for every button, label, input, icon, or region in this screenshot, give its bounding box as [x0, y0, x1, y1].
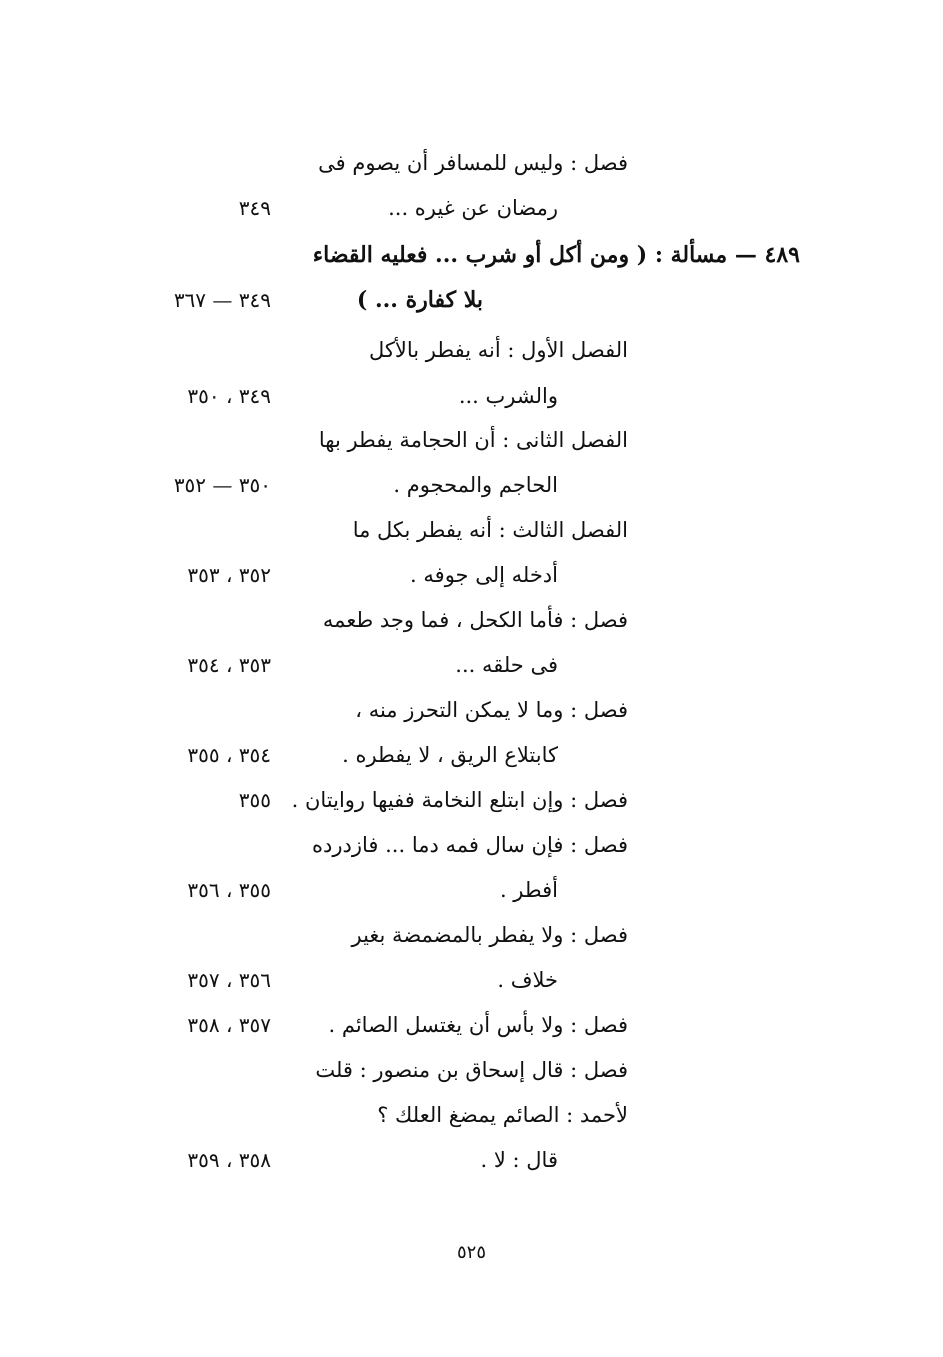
entry-2-line-2: والشرب ...: [458, 384, 558, 408]
entry-11-line-3: قال : لا .: [480, 1148, 558, 1172]
entry-1-line-1: فصل : وليس للمسافر أن يصوم فى: [318, 151, 628, 175]
entry-6-line-1: فصل : وما لا يمكن التحرز منه ،: [355, 698, 628, 722]
entry-9-line-1: فصل : ولا يفطر بالمضمضة بغير: [351, 923, 628, 947]
entry-8-line-1: فصل : فإن سال فمه دما ... فازدرده: [312, 833, 628, 857]
entry-4-line-1: الفصل الثالث : أنه يفطر بكل ما: [352, 518, 628, 542]
masala-label: — مسألة :: [654, 242, 757, 268]
entry-5-pages: ٣٥٣ ، ٣٥٤: [187, 653, 271, 677]
entry-3-pages: ٣٥٠ — ٣٥٢: [173, 473, 271, 497]
entry-11-line-1: فصل : قال إسحاق بن منصور : قلت: [315, 1058, 628, 1082]
entry-3-line-1: الفصل الثانى : أن الحجامة يفطر بها: [318, 428, 628, 452]
entry-10-line-1: فصل : ولا بأس أن يغتسل الصائم .: [328, 1013, 628, 1037]
entry-5-line-2: فى حلقه ...: [455, 653, 558, 677]
masala-text-2: بلا كفارة ... ): [356, 287, 483, 313]
entry-9-pages: ٣٥٦ ، ٣٥٧: [187, 968, 271, 992]
entry-3-line-2: الحاجم والمحجوم .: [393, 473, 558, 497]
entry-8-line-2: أفطر .: [499, 878, 558, 902]
masala-text-1: ( ومن أكل أو شرب ... فعليه القضاء: [312, 242, 648, 268]
entry-7-pages: ٣٥٥: [238, 788, 271, 812]
entry-2-line-1: الفصل الأول : أنه يفطر بالأكل: [369, 338, 628, 362]
entry-11-line-2: لأحمد : الصائم يمضغ العلك ؟: [377, 1103, 628, 1127]
masala-number: ٤٨٩: [764, 242, 800, 268]
entry-4-line-2: أدخله إلى جوفه .: [410, 563, 558, 587]
entry-2-pages: ٣٤٩ ، ٣٥٠: [187, 384, 271, 408]
entry-8-pages: ٣٥٥ ، ٣٥٦: [187, 878, 271, 902]
entry-6-line-2: كابتلاع الريق ، لا يفطره .: [342, 743, 558, 767]
page-number: ٥٢٥: [456, 1242, 486, 1263]
entry-4-pages: ٣٥٢ ، ٣٥٣: [187, 563, 271, 587]
entry-11-pages: ٣٥٨ ، ٣٥٩: [187, 1148, 271, 1172]
entry-9-line-2: خلاف .: [497, 968, 558, 992]
entry-6-pages: ٣٥٤ ، ٣٥٥: [187, 743, 271, 767]
entry-1-line-2: رمضان عن غيره ...: [388, 196, 558, 220]
entry-1-pages: ٣٤٩: [238, 196, 271, 220]
entry-7-line-1: فصل : وإن ابتلع النخامة ففيها روايتان .: [291, 788, 628, 812]
masala-pages: ٣٤٩ — ٣٦٧: [173, 288, 271, 312]
masala-heading: [313, 235, 800, 275]
entry-5-line-1: فصل : فأما الكحل ، فما وجد طعمه: [322, 608, 628, 632]
entry-10-pages: ٣٥٧ ، ٣٥٨: [187, 1013, 271, 1037]
